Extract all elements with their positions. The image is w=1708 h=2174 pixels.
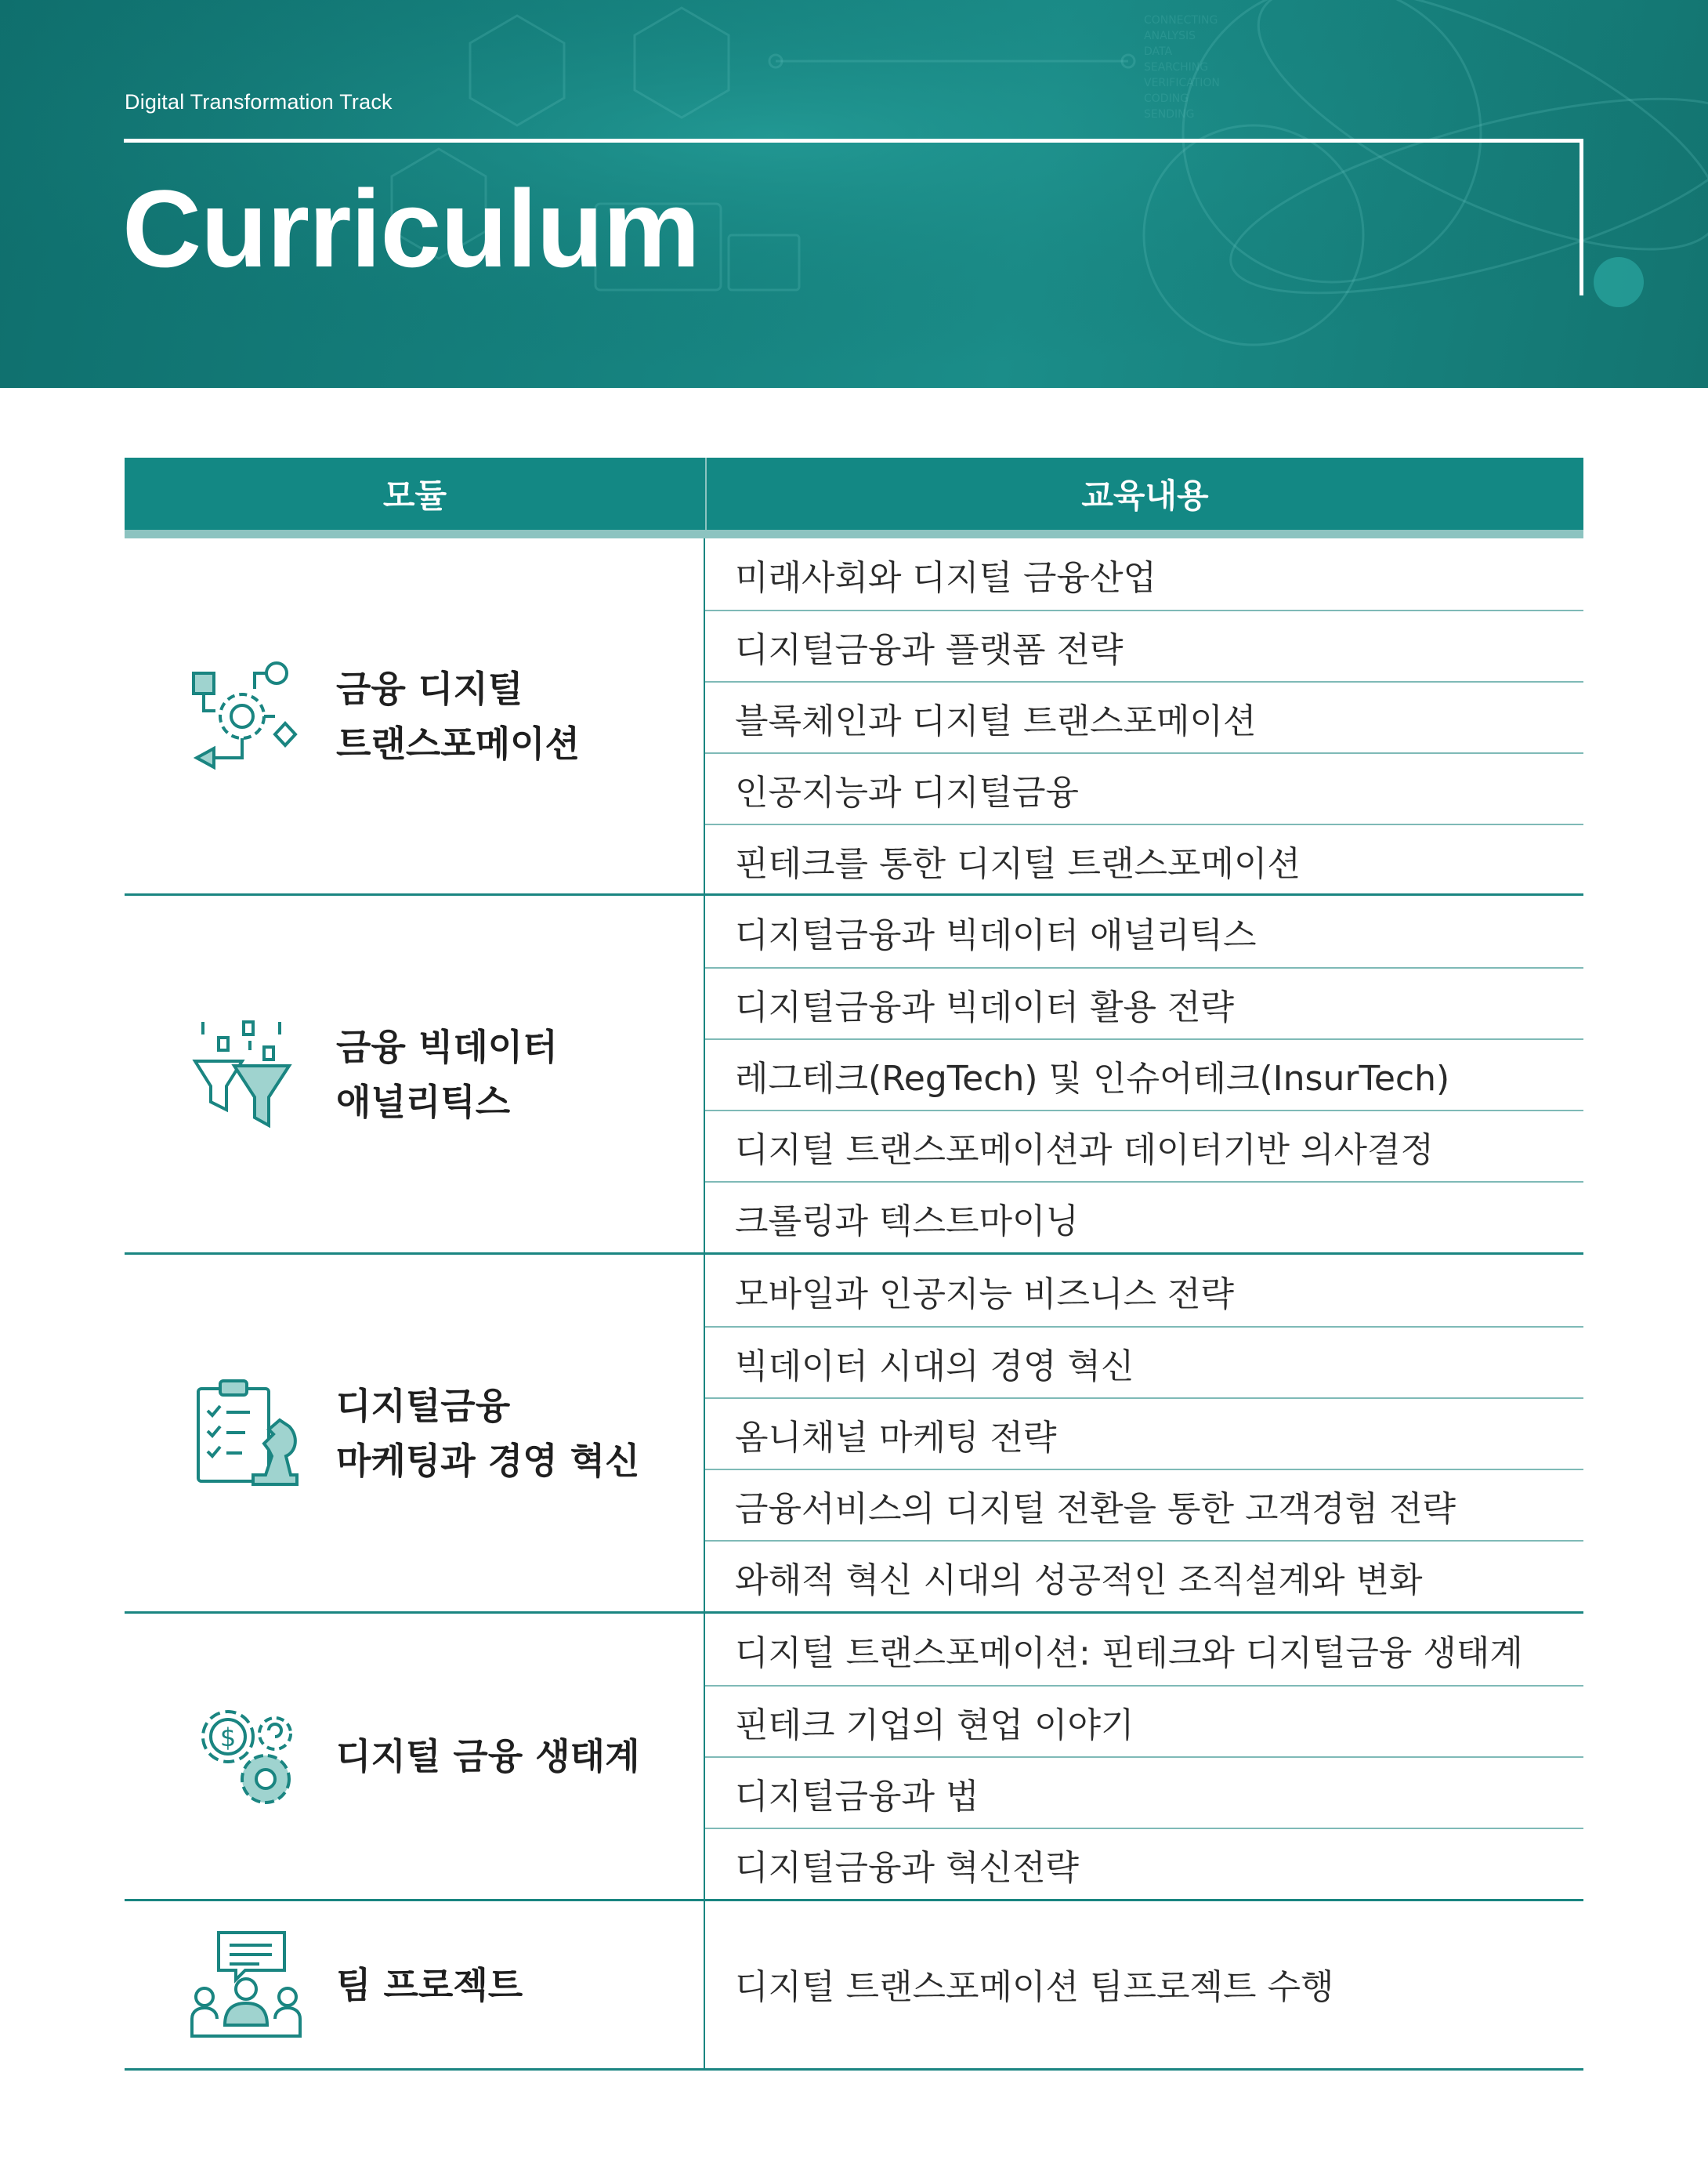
content-list <box>705 1614 1583 1899</box>
module-cell <box>125 896 705 1252</box>
content-item: 디지털 트랜스포메이션과 데이터기반 의사결정 <box>705 1110 1583 1181</box>
content-item: 디지털 트랜스포메이션: 핀테크와 디지털금융 생태계 <box>735 1632 1523 1673</box>
module-cell <box>125 538 705 893</box>
content-item: 디지털 트랜스포메이션 팀프로젝트 수행 <box>735 1967 1334 2007</box>
module-group <box>125 538 1583 896</box>
module-cell <box>125 1255 705 1611</box>
team-meeting-icon <box>187 1926 305 2044</box>
page-title: Curriculum <box>122 167 700 290</box>
content-item: 레그테크(RegTech) 및 인슈어테크(InsurTech) <box>705 1038 1583 1110</box>
strategy-clipboard-icon <box>187 1375 305 1492</box>
content-item: 크롤링과 텍스트마이닝 <box>705 1181 1583 1252</box>
module-group <box>125 1614 1583 1901</box>
module-group <box>125 896 1583 1255</box>
content-item: 인공지능과 디지털금융 <box>705 752 1583 824</box>
svg-text:$: $ <box>219 1723 237 1752</box>
curriculum-table <box>125 458 1583 2071</box>
module-name: 팀 프로젝트 <box>336 1963 523 2006</box>
content-item: 핀테크를 통한 디지털 트랜스포메이션 <box>705 824 1583 895</box>
svg-text:ANALYSIS: ANALYSIS <box>1144 30 1196 42</box>
content-item: 핀테크 기업의 현업 이야기 <box>705 1685 1583 1756</box>
content-item: 모바일과 인공지능 비즈니스 전략 <box>735 1274 1235 1314</box>
module-cell <box>125 1901 705 2068</box>
module-name: 금융 빅데이터 애널리틱스 <box>336 1025 558 1123</box>
svg-text:VERIFICATION: VERIFICATION <box>1144 77 1220 89</box>
table-header-row <box>125 458 1583 538</box>
content-item: 금융서비스의 디지털 전환을 통한 고객경험 전략 <box>705 1469 1583 1540</box>
column-header-content: 교육내용 <box>1081 476 1209 515</box>
module-group <box>125 1255 1583 1614</box>
frame-line-vertical <box>1580 139 1583 295</box>
content-item: 블록체인과 디지털 트랜스포메이션 <box>705 681 1583 752</box>
module-group <box>125 1901 1583 2071</box>
column-header-module: 모듈 <box>125 458 707 530</box>
content-list <box>705 1901 1583 2068</box>
content-item: 디지털금융과 빅데이터 활용 전략 <box>705 967 1583 1038</box>
content-item: 와해적 혁신 시대의 성공적인 조직설계와 변화 <box>705 1540 1583 1611</box>
content-item: 디지털금융과 혁신전략 <box>705 1828 1583 1899</box>
content-item: 디지털금융과 법 <box>705 1756 1583 1828</box>
data-funnel-icon <box>187 1016 305 1133</box>
svg-text:CONNECTING: CONNECTING <box>1144 14 1218 27</box>
content-list <box>705 896 1583 1252</box>
content-list <box>705 538 1583 893</box>
svg-text:DATA: DATA <box>1144 45 1173 58</box>
content-item: 디지털금융과 플랫폼 전략 <box>705 610 1583 681</box>
content-item: 디지털금융과 빅데이터 애널리틱스 <box>735 915 1257 955</box>
module-name: 금융 디지털 트랜스포메이션 <box>336 667 581 765</box>
header-banner <box>0 0 1708 388</box>
module-cell <box>125 1614 705 1899</box>
svg-text:SENDING: SENDING <box>1144 108 1195 121</box>
content-item: 미래사회와 디지털 금융산업 <box>735 557 1157 598</box>
svg-text:CODING: CODING <box>1144 92 1189 105</box>
process-gear-icon <box>187 658 305 775</box>
svg-text:SEARCHING: SEARCHING <box>1144 61 1209 74</box>
frame-line-horizontal <box>124 139 1583 143</box>
module-name: 디지털금융 마케팅과 경영 혁신 <box>336 1384 640 1482</box>
content-item: 빅데이터 시대의 경영 혁신 <box>705 1326 1583 1397</box>
track-subtitle: Digital Transformation Track <box>125 90 393 114</box>
module-name: 디지털 금융 생태계 <box>336 1735 640 1777</box>
content-item: 옴니채널 마케팅 전략 <box>705 1397 1583 1469</box>
finance-gears-icon <box>187 1698 305 1815</box>
content-list <box>705 1255 1583 1611</box>
